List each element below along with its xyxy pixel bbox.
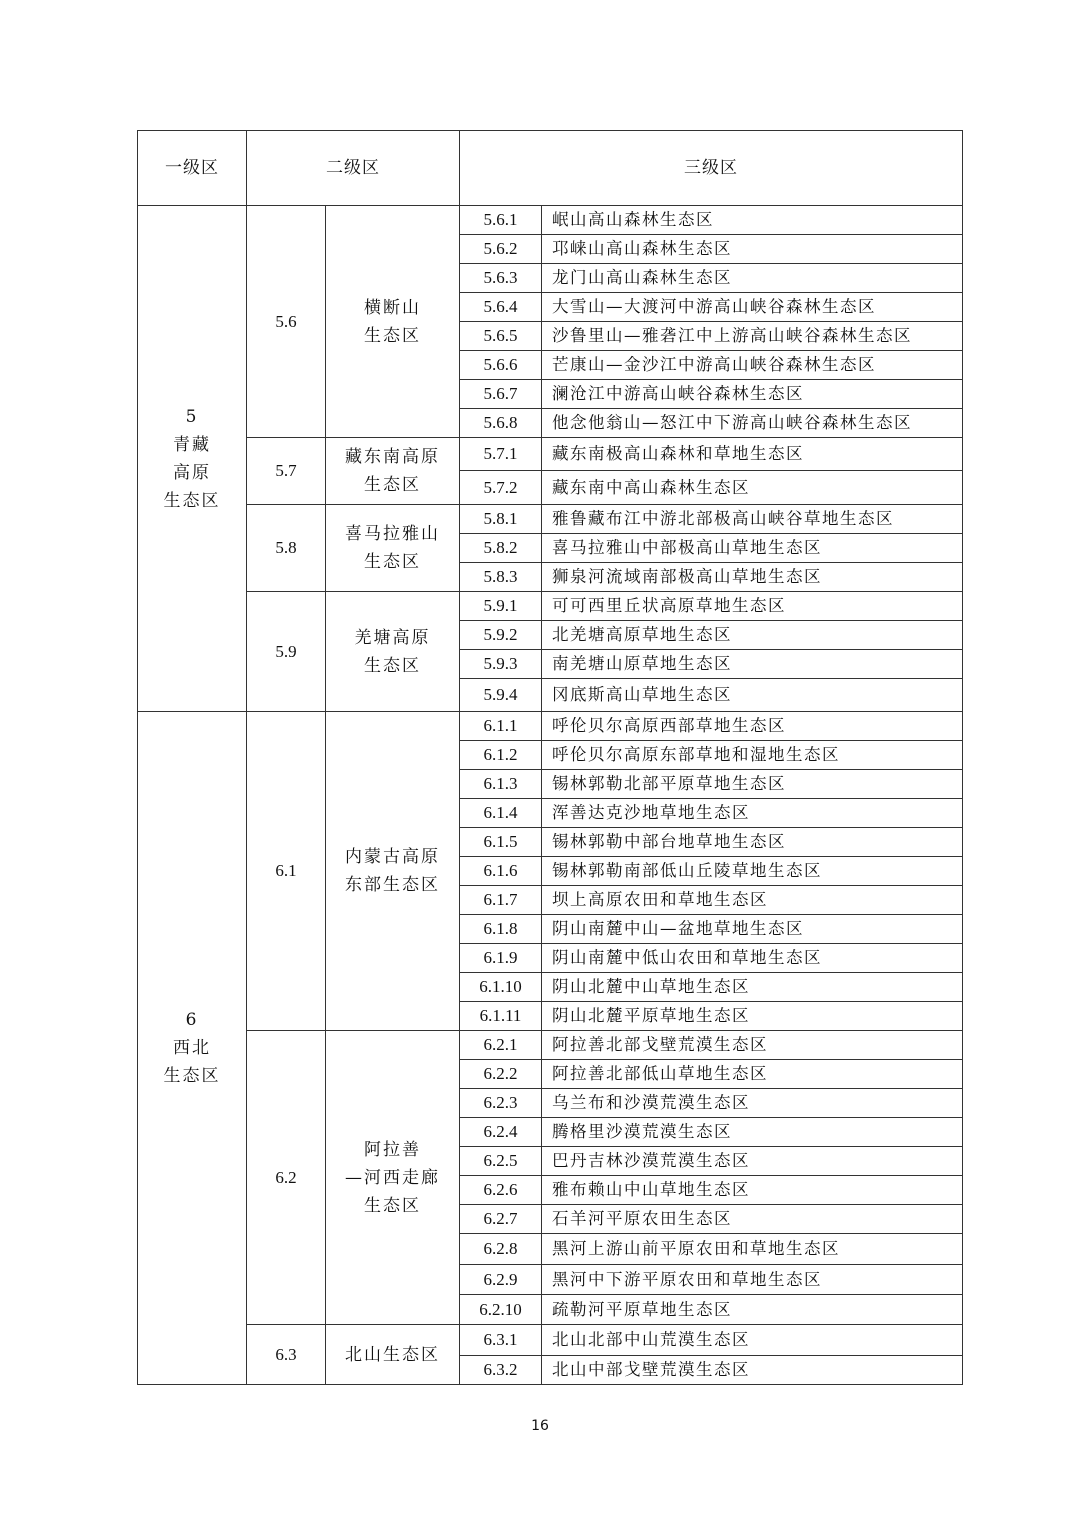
- table-row: [138, 1031, 963, 1060]
- level2-name-line: 羌塘高原: [354, 627, 431, 648]
- level3-name: 南羌塘山原草地生态区: [542, 650, 963, 679]
- level3-code: 5.7.2: [460, 471, 542, 505]
- level3-name: 澜沧江中游高山峡谷森林生态区: [542, 380, 963, 409]
- level3-name: 呼伦贝尔高原西部草地生态区: [542, 712, 963, 741]
- header-level2: 二级区: [247, 131, 460, 206]
- level3-code: 6.1.4: [460, 799, 542, 828]
- level2-name-line: 内蒙古高原: [345, 847, 440, 867]
- level3-code: 5.9.3: [460, 650, 542, 679]
- level3-name: 锡林郭勒中部台地草地生态区: [542, 828, 963, 857]
- level2-name: [326, 592, 460, 712]
- level1-name-line: 生态区: [163, 490, 221, 511]
- level2-name: [326, 712, 460, 1031]
- level3-name: 冈底斯高山草地生态区: [542, 679, 963, 712]
- page-number: 16: [531, 1418, 549, 1434]
- level3-name: 呼伦贝尔高原东部草地和湿地生态区: [542, 741, 963, 770]
- level2-name-line: 北山生态区: [345, 1344, 440, 1365]
- level2-name: [326, 438, 460, 505]
- level3-name: 阴山南麓中低山农田和草地生态区: [542, 944, 963, 973]
- level2-name-line: 横断山: [364, 297, 421, 318]
- level2-name-line: 生态区: [364, 655, 421, 676]
- level3-code: 5.8.1: [460, 505, 542, 534]
- level2-name: [326, 1325, 460, 1385]
- level3-name: 雅布赖山中山草地生态区: [542, 1176, 963, 1205]
- level3-code: 6.1.3: [460, 770, 542, 799]
- level3-code: 6.2.1: [460, 1031, 542, 1060]
- table-row: [138, 592, 963, 621]
- level3-code: 6.2.2: [460, 1060, 542, 1089]
- level1-name-line: 生态区: [163, 1066, 221, 1086]
- level3-code: 5.6.1: [460, 206, 542, 235]
- level3-name: 藏东南中高山森林生态区: [542, 471, 963, 505]
- level3-name: 沙鲁里山—雅砻江中上游高山峡谷森林生态区: [542, 322, 963, 351]
- level3-name: 阿拉善北部戈壁荒漠生态区: [542, 1031, 963, 1060]
- level2-name-line: 生态区: [364, 475, 421, 495]
- level3-code: 5.6.6: [460, 351, 542, 380]
- level3-name: 锡林郭勒北部平原草地生态区: [542, 770, 963, 799]
- level2-code: 5.9: [247, 592, 326, 712]
- level2-name-line: 生态区: [364, 325, 421, 346]
- level3-code: 5.8.3: [460, 563, 542, 592]
- table-row: [138, 712, 963, 741]
- level2-code: 6.1: [247, 712, 326, 1031]
- level2-name-line: 喜马拉雅山: [345, 524, 440, 544]
- level2-code: 5.6: [247, 206, 326, 438]
- level3-code: 6.2.8: [460, 1234, 542, 1265]
- level1-name-line: 青藏: [173, 434, 211, 455]
- level3-code: 6.3.1: [460, 1325, 542, 1356]
- level3-name: 大雪山—大渡河中游高山峡谷森林生态区: [542, 293, 963, 322]
- level1-cell: [138, 206, 247, 712]
- level3-code: 5.6.7: [460, 380, 542, 409]
- table-row: [138, 206, 963, 235]
- level3-code: 6.2.4: [460, 1118, 542, 1147]
- level3-name: 腾格里沙漠荒漠生态区: [542, 1118, 963, 1147]
- level2-name-line: 生态区: [364, 552, 421, 572]
- table-row: [138, 438, 963, 471]
- level3-name: 黑河中下游平原农田和草地生态区: [542, 1265, 963, 1295]
- level3-name: 阴山南麓中山—盆地草地生态区: [542, 915, 963, 944]
- level2-code: 5.8: [247, 505, 326, 592]
- level3-name: 可可西里丘状高原草地生态区: [542, 592, 963, 621]
- level2-name-line: —河西走廊: [345, 1167, 440, 1188]
- level3-code: 5.9.4: [460, 679, 542, 712]
- level2-name: [326, 1031, 460, 1325]
- level3-name: 北山北部中山荒漠生态区: [542, 1325, 963, 1356]
- table-row: [138, 1325, 963, 1356]
- table-body: [138, 206, 963, 1385]
- header-level3: 三级区: [460, 131, 963, 206]
- level3-code: 5.6.2: [460, 235, 542, 264]
- level3-name: 浑善达克沙地草地生态区: [542, 799, 963, 828]
- level1-name-line: 西北: [173, 1038, 211, 1058]
- header-row: [138, 131, 963, 206]
- level3-code: 6.2.6: [460, 1176, 542, 1205]
- level3-code: 5.9.2: [460, 621, 542, 650]
- level3-code: 6.2.3: [460, 1089, 542, 1118]
- level3-code: 5.6.4: [460, 293, 542, 322]
- level3-name: 阿拉善北部低山草地生态区: [542, 1060, 963, 1089]
- level3-code: 5.6.3: [460, 264, 542, 293]
- level3-code: 5.6.8: [460, 409, 542, 438]
- level3-name: 巴丹吉林沙漠荒漠生态区: [542, 1147, 963, 1176]
- level3-code: 6.2.7: [460, 1205, 542, 1234]
- level3-name: 邛崃山高山森林生态区: [542, 235, 963, 264]
- level3-code: 6.1.11: [460, 1002, 542, 1031]
- level2-code: 5.7: [247, 438, 326, 505]
- level1-code: 5: [185, 406, 199, 427]
- level3-code: 6.1.1: [460, 712, 542, 741]
- level3-code: 6.1.8: [460, 915, 542, 944]
- level2-code: 6.3: [247, 1325, 326, 1385]
- level2-name-line: 藏东南高原: [345, 447, 440, 467]
- level3-code: 6.3.2: [460, 1356, 542, 1385]
- level2-name-line: 生态区: [364, 1195, 421, 1216]
- level3-name: 北山中部戈壁荒漠生态区: [542, 1356, 963, 1385]
- level3-name: 锡林郭勒南部低山丘陵草地生态区: [542, 857, 963, 886]
- level1-cell: [138, 712, 247, 1385]
- level3-name: 喜马拉雅山中部极高山草地生态区: [542, 534, 963, 563]
- level3-code: 6.1.6: [460, 857, 542, 886]
- level2-code: 6.2: [247, 1031, 326, 1325]
- table-row: [138, 505, 963, 534]
- level3-code: 6.2.5: [460, 1147, 542, 1176]
- level3-code: 5.8.2: [460, 534, 542, 563]
- level3-name: 坝上高原农田和草地生态区: [542, 886, 963, 915]
- level3-name: 狮泉河流域南部极高山草地生态区: [542, 563, 963, 592]
- level1-code: 6: [185, 1010, 199, 1030]
- level3-name: 他念他翁山—怒江中下游高山峡谷森林生态区: [542, 409, 963, 438]
- level2-name-line: 阿拉善: [364, 1139, 421, 1160]
- level3-code: 5.7.1: [460, 438, 542, 471]
- level3-name: 乌兰布和沙漠荒漠生态区: [542, 1089, 963, 1118]
- level3-name: 疏勒河平原草地生态区: [542, 1295, 963, 1325]
- level3-code: 6.1.7: [460, 886, 542, 915]
- level3-name: 阴山北麓平原草地生态区: [542, 1002, 963, 1031]
- level3-code: 6.2.10: [460, 1295, 542, 1325]
- level3-name: 阴山北麓中山草地生态区: [542, 973, 963, 1002]
- level3-code: 6.1.10: [460, 973, 542, 1002]
- level3-name: 藏东南极高山森林和草地生态区: [542, 438, 963, 471]
- level3-name: 岷山高山森林生态区: [542, 206, 963, 235]
- level1-name-line: 高原: [173, 462, 211, 483]
- level3-code: 6.1.2: [460, 741, 542, 770]
- header-level1: 一级区: [138, 131, 247, 206]
- level3-name: 芒康山—金沙江中游高山峡谷森林生态区: [542, 351, 963, 380]
- level3-name: 龙门山高山森林生态区: [542, 264, 963, 293]
- level3-name: 雅鲁藏布江中游北部极高山峡谷草地生态区: [542, 505, 963, 534]
- level2-name-line: 东部生态区: [345, 875, 440, 895]
- level2-name: [326, 505, 460, 592]
- level3-name: 黑河上游山前平原农田和草地生态区: [542, 1234, 963, 1265]
- level3-code: 6.2.9: [460, 1265, 542, 1295]
- level3-name: 石羊河平原农田生态区: [542, 1205, 963, 1234]
- level3-code: 6.1.9: [460, 944, 542, 973]
- level3-code: 5.6.5: [460, 322, 542, 351]
- eco-zone-table: [137, 130, 963, 1385]
- level2-name: [326, 206, 460, 438]
- level3-code: 6.1.5: [460, 828, 542, 857]
- level3-name: 北羌塘高原草地生态区: [542, 621, 963, 650]
- level3-code: 5.9.1: [460, 592, 542, 621]
